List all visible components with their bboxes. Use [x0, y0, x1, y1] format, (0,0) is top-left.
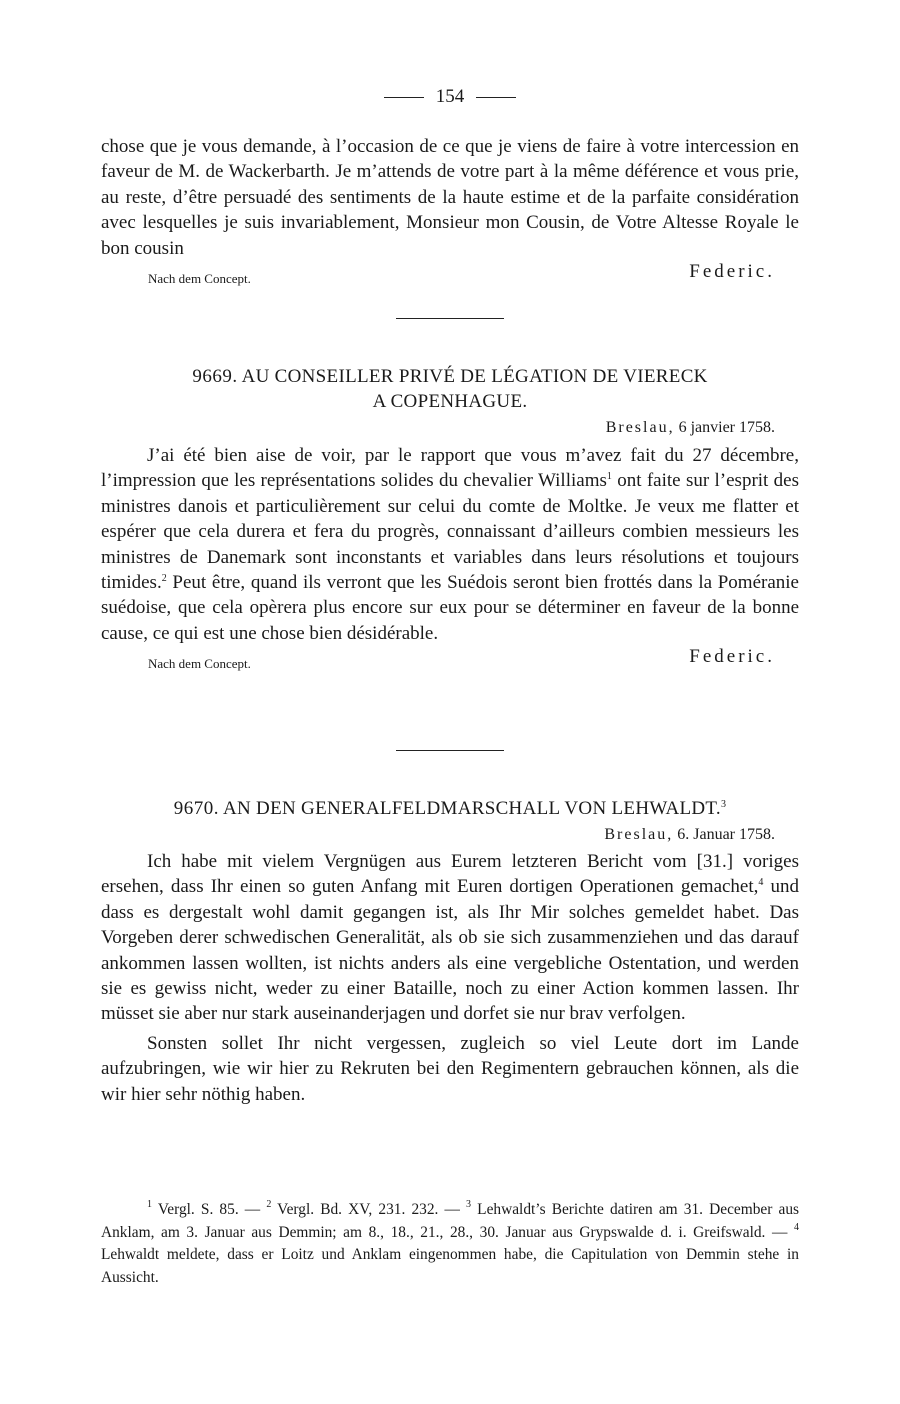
footnote-2: Vergl. Bd. XV, 231. 232. —	[271, 1201, 467, 1218]
letter-heading	[101, 796, 799, 821]
footnotes	[101, 1199, 799, 1289]
section-divider	[396, 750, 504, 751]
footnote-4: Lehwaldt meldete, dass er Loitz und Anklam eingenommen habe, die Capitulation von Demmin stehe in Aussicht.	[101, 1246, 799, 1286]
body-text: Peut être, quand ils verront que les Suédois seront bien frottés dans la Poméranie suédoise, que cela opèrera plus encore sur eux pour se déterminer en faveur de la bonne cause, ce qui est une chose bien désidérable.	[101, 572, 799, 644]
continuation-signature-row	[101, 261, 799, 291]
footnote-ref: 4	[758, 877, 764, 889]
source-note: Nach dem Concept.	[148, 656, 251, 672]
footnote-1: Vergl. S. 85. —	[152, 1201, 267, 1218]
footnote-mark: 3	[466, 1199, 472, 1210]
footnote-3: Lehwaldt’s Berichte datiren am 31. December aus Anklam, am 3. Januar aus Demmin; am 8., 18., 21., 28., 30. Januar aus Grypswalde d. i. Greifswald. —	[101, 1201, 800, 1241]
date-place: Breslau,	[604, 826, 674, 843]
letter-number: 9670.	[173, 798, 219, 819]
body-text: J’ai été bien aise de voir, par le rapport que vous m’avez fait du 27 décembre, l’impression que les représentations solides du chevalier Williams	[101, 445, 799, 492]
footnote-mark: 1	[147, 1199, 152, 1210]
footnote-mark: 4	[794, 1221, 799, 1233]
footnote-ref: 1	[606, 471, 612, 483]
footnote-ref: 2	[161, 573, 167, 585]
continuation-text: chose que je vous demande, à l’occasion de ce que je viens de faire à votre intercession en faveur de M. de Wackerbarth. Je m’attends de votre part à la même déférence et vous prie, au reste, d’être persuadé des sentiments de la haute estime et de la parfaite considération avec lesquelles je suis invariablement, Monsieur mon Cousin, de Votre Altesse Royale le bon cousin	[101, 136, 799, 259]
letter-heading	[101, 364, 799, 414]
footnote-text	[101, 1199, 799, 1289]
letter-body	[101, 443, 799, 646]
page-header	[0, 86, 900, 108]
letter-number: 9669.	[192, 366, 238, 387]
body-text: und dass es dergestalt wohl damit gegangen ist, als Ihr Mir solches gemeldet habet. Das Vorgeben derer schwedischen Generalität, als ob sie sich zusammenziehen und das darauf ankommen lassen wollten, ist nichts anders als eine vergebliche Ostentation, und werden sie es gewiss nicht, weder zu einer Bataille, noch zu einer Action kommen lassen. Ihr müsset sie aber nur stark auseinanderjagen und dorfet sie nur brav verfolgen.	[101, 876, 800, 1025]
body-text: Ich habe mit vielem Vergnügen aus Eurem letzteren Bericht vom [31.] voriges ersehen, dass Ihr einen so guten Anfang mit Euren dortigen Operationen gemachet,	[101, 851, 799, 898]
date-text: 6. Januar 1758.	[677, 826, 775, 843]
section-divider	[396, 318, 504, 319]
heading-line-1: AN DEN GENERALFELDMARSCHALL VON LEHWALDT.	[222, 798, 721, 819]
page-number: 154	[435, 86, 465, 107]
dateline	[101, 826, 799, 844]
footnote-mark: 2	[266, 1199, 272, 1210]
letter-9670	[101, 796, 799, 1107]
letter-body-paragraph-2: Sonsten sollet Ihr nicht vergessen, zugleich so viel Leute dort im Lande aufzubringen, wie wir hier zu Rekruten bei den Regimentern gebrauchen können, als die wir hier sehr nöthig haben.	[101, 1032, 799, 1105]
dateline	[101, 419, 799, 437]
signature: Federic.	[689, 646, 775, 668]
header-dash-right	[476, 97, 516, 98]
header-dash-left	[384, 97, 424, 98]
footnote-ref: 3	[720, 799, 727, 810]
date-text: 6 janvier 1758.	[678, 419, 775, 436]
signature-row	[101, 646, 799, 676]
heading-line-2: A COPENHAGUE.	[372, 391, 528, 412]
letter-9669	[101, 364, 799, 676]
body-text: ont faite sur l’esprit des ministres danois et particulièrement sur celui du comte de Moltke. Je veux me flatter et espérer que cela durera et fera du progrès, connaissant d’ailleurs combien messieurs les ministres de Danemark sont inconstants et variables dans leurs résolutions et toujours timides.	[101, 470, 799, 594]
continuation-block	[101, 134, 799, 291]
source-note: Nach dem Concept.	[148, 271, 251, 287]
heading-line-1: AU CONSEILLER PRIVÉ DE LÉGATION DE VIERECK	[241, 366, 708, 387]
signature: Federic.	[689, 261, 775, 283]
letter-body	[101, 849, 799, 1027]
date-place: Breslau,	[605, 419, 675, 436]
